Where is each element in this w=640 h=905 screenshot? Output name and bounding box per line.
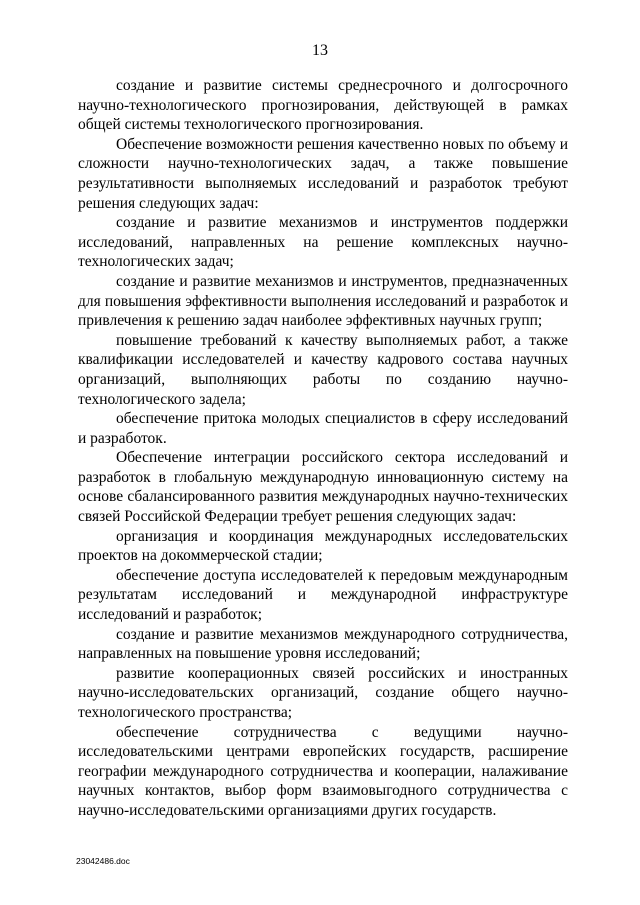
paragraph: развитие кооперационных связей российских и иностранных научно-исследовательских организаций, создание общего научно-технологического пространства; [78,664,568,721]
paragraph: создание и развитие системы среднесрочного и долгосрочного научно-технологического прогнозирования, действующей в рамках общей системы технологического прогнозирования. [78,77,568,134]
paragraph: Обеспечение интеграции российского сектора исследований и разработок в глобальную международную инновационную систему на основе сбалансированного развития международных научно-технических связей Российской Федерации требует решения следующих задач: [78,449,568,526]
paragraph: повышение требований к качеству выполняемых работ, а также квалификации исследователей и качеству кадрового состава научных организаций, выполняющих работы по созданию научно-технологического задела; [78,331,568,408]
paragraph: создание и развитие механизмов и инструментов, предназначенных для повышения эффективности выполнения исследований и разработок и привлечения к решению задач наиболее эффективных научных групп; [78,272,568,330]
footer-filename: 23042486.doc [76,856,130,866]
paragraph: обеспечение сотрудничества с ведущими научно-исследовательскими центрами европейских государств, расширение географии международного сотрудничества и кооперации, налаживание научных контактов, выбор форм взаимовыгодного сотрудничества с научно-исследовательскими организациями других государств. [78,723,568,819]
paragraph: обеспечение доступа исследователей к передовым международным результатам исследований и международной инфраструктуре исследований и разработок; [78,566,568,624]
paragraph: создание и развитие механизмов и инструментов поддержки исследований, направленных на решение комплексных научно-технологических задач; [78,214,568,271]
page-number: 13 [312,42,328,59]
paragraph: Обеспечение возможности решения качественно новых по объему и сложности научно-технологических задач, а также повышение результативности выполняемых исследований и разработок требуют решения следующих задач: [78,135,568,212]
paragraph: организация и координация международных исследовательских проектов на докоммерческой стадии; [78,527,568,565]
paragraph: создание и развитие механизмов международного сотрудничества, направленных на повышение уровня исследований; [78,625,568,663]
body-text [78,76,568,821]
paragraph: обеспечение притока молодых специалистов в сферу исследований и разработок. [78,410,568,447]
